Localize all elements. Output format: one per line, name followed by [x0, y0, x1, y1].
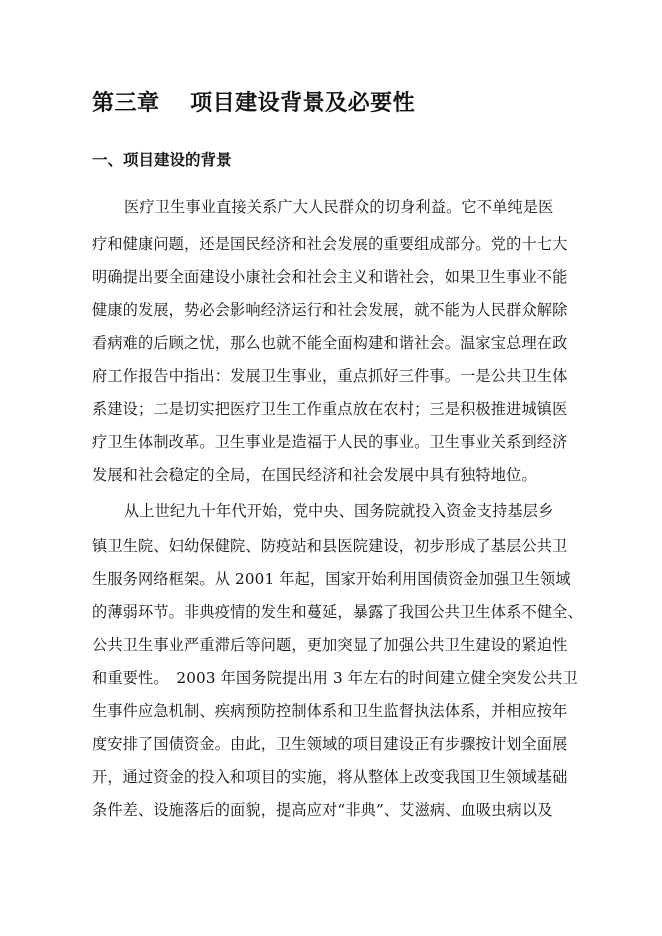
paragraph-line: 发展和社会稳定的全局，在国民经济和社会发展中具有独特地位。: [92, 466, 537, 484]
paragraph-line: 医疗卫生事业直接关系广大人民群众的切身利益。它不单纯是医: [124, 198, 554, 216]
paragraph-line: 公共卫生事业严重滞后等问题，更加突显了加强公共卫生建设的紧迫性: [92, 636, 568, 654]
paragraph-line: 度安排了国债资金。由此，卫生领域的项目建设正有步骤按计划全面展: [92, 735, 568, 753]
paragraph-line: 生事件应急机制、疾病预防控制体系和卫生监督执法体系，并相应按年: [92, 702, 568, 720]
paragraph-line: 健康的发展，势必会影响经济运行和社会发展，就不能为人民群众解除: [92, 301, 568, 319]
section-heading: 一、项目建设的背景: [92, 151, 232, 169]
paragraph-line: 疗卫生体制改革。卫生事业是造福于人民的事业。卫生事业关系到经济: [92, 433, 568, 451]
paragraph-line: 开，通过资金的投入和项目的实施，将从整体上改变我国卫生领域基础: [92, 768, 568, 786]
paragraph-line: 镇卫生院、妇幼保健院、防疫站和县医院建设，初步形成了基层公共卫: [92, 537, 568, 555]
paragraph-line: 和重要性。 2003 年国务院提出用 3 年左右的时间建立健全突发公共卫: [92, 669, 578, 687]
chapter-title: 第三章 项目建设背景及必要性: [92, 91, 416, 116]
paragraph-line: 府工作报告中指出：发展卫生事业，重点抓好三件事。一是公共卫生体: [92, 367, 568, 385]
paragraph-line: 从上世纪九十年代开始，党中央、国务院就投入资金支持基层乡: [124, 502, 554, 520]
paragraph-line: 明确提出要全面建设小康社会和社会主义和谐社会，如果卫生事业不能: [92, 268, 568, 286]
paragraph-line: 疗和健康问题，还是国民经济和社会发展的重要组成部分。党的十七大: [92, 235, 568, 253]
paragraph-line: 看病难的后顾之忧，那么也就不能全面构建和谐社会。温家宝总理在政: [92, 334, 568, 352]
paragraph-line: 条件差、设施落后的面貌，提高应对“非典”、艾滋病、血吸虫病以及: [92, 801, 553, 819]
paragraph-line: 系建设；二是切实把医疗卫生工作重点放在农村；三是积极推进城镇医: [92, 400, 568, 418]
paragraph-line: 的薄弱环节。非典疫情的发生和蔓延，暴露了我国公共卫生体系不健全、: [92, 603, 583, 621]
paragraph-line: 生服务网络框架。从 2001 年起，国家开始利用国债资金加强卫生领域: [92, 570, 571, 588]
